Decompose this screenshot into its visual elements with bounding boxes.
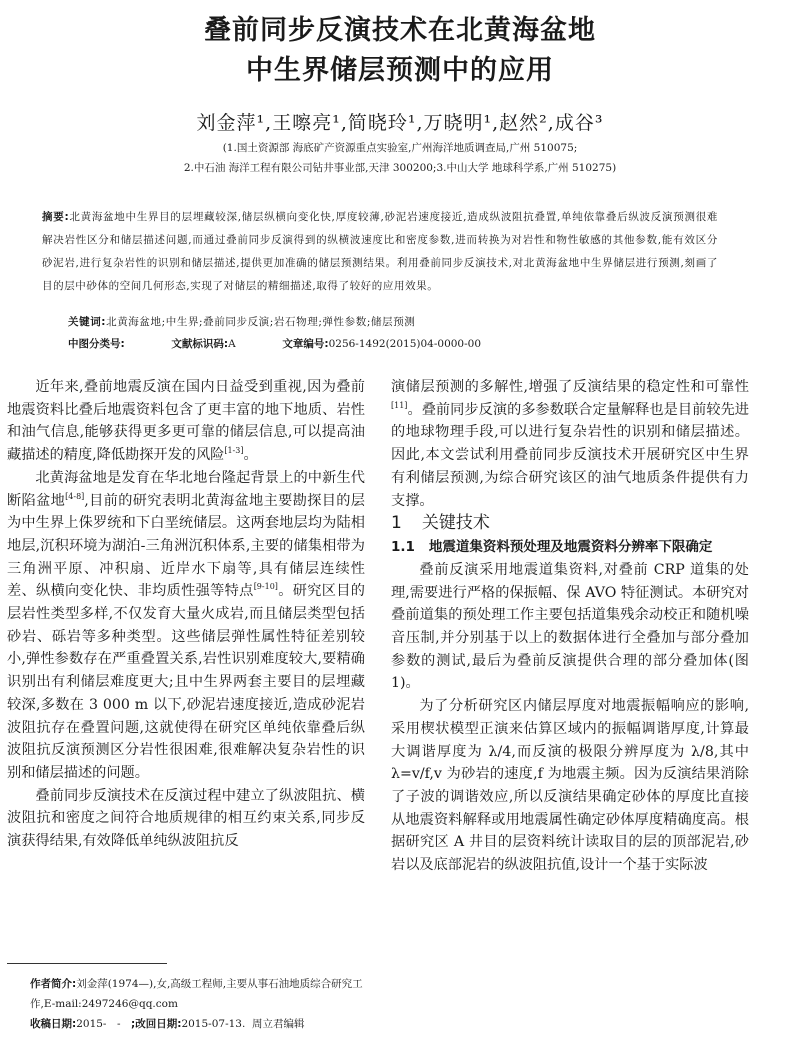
paper-title-line-1: 叠前同步反演技术在北黄海盆地 bbox=[204, 15, 596, 46]
paragraph-text: 演储层预测的多解性,增强了反演结果的稳定性和可靠性 bbox=[391, 379, 749, 395]
affiliation-line-2: 2.中石油 海洋工程有限公司钻井事业部,天津 300200;3.中山大学 地球科学系,广州 510275) bbox=[183, 162, 617, 174]
abstract bbox=[42, 206, 718, 298]
clc-label: 中图分类号: bbox=[68, 338, 125, 350]
subsection-number: 1.1 bbox=[391, 538, 415, 555]
author-footnote bbox=[30, 974, 370, 1014]
subsection-title: 地震道集资料预处理及地震资料分辨率下限确定 bbox=[428, 538, 713, 555]
article-number-label: 文章编号: bbox=[282, 338, 329, 350]
paragraph-text: 。研究区目的层岩性类型多样,不仅发育大量火成岩,而且储层类型包括砂岩、砾岩等多种类型。这些储层弹性属性特征差别较小,弹性参数存在严重叠置关系,岩性识别难度较大,要精确识别出有利储层难度更大;且中生界两套主要目的层埋藏较深,多数在 3 000 m 以下,砂泥岩速度接近,造成砂泥岩波阻抗存在叠置问题,这就使得在研究区单纯依靠叠后纵波阻抗反演预测区分岩性很困难,很难解决复杂岩性的识别和储层描述的问题。 bbox=[7, 583, 365, 781]
author-list: 刘金萍¹,王嚓亮¹,简晓玲¹,万晓明¹,赵然²,成谷³ bbox=[196, 112, 604, 134]
revised-date-label: ;改回日期: bbox=[131, 1018, 182, 1030]
keywords bbox=[68, 314, 415, 329]
author-footnote-text: 刘金萍(1974—),女,高级工程师,主要从事石油地质综合研究工作,E-mail:2497246@qq.com bbox=[30, 978, 363, 1010]
paragraph: 叠前反演采用地震道集资料,对叠前 CRP 道集的处理,需要进行严格的保振幅、保 AVO 特征测试。本研究对叠前道集的预处理工作主要包括道集残余动校正和随机噪音压制,并分别基于以上的数据体进行全叠加与部分叠加参数的测试,最后为叠前反演提供合理的部分叠加体(图 1)。 bbox=[391, 561, 749, 692]
subsection-heading bbox=[391, 535, 749, 559]
revised-date-value: 2015-07-13. bbox=[181, 1018, 246, 1030]
doc-code-label: 文献标识码: bbox=[171, 338, 229, 350]
keywords-text: 北黄海盆地;中生界;叠前同步反演;岩石物理;弹性参数;储层预测 bbox=[106, 316, 416, 328]
classification-line bbox=[68, 336, 748, 351]
section-title: 关键技术 bbox=[421, 513, 490, 534]
section-number: 1 bbox=[391, 513, 402, 534]
paper-title-line-2: 中生界储层预测中的应用 bbox=[246, 55, 554, 86]
footnote-divider bbox=[7, 963, 167, 964]
section-heading bbox=[391, 512, 749, 535]
paragraph-text: 。叠前同步反演的多参数联合定量解释也是目前较先进的地球物理手段,可以进行复杂岩性的识别和储层描述。因此,本文尝试利用叠前同步反演技术开展研究区中生界有利储层预测,为综合研究该区的油气地质条件提供有力支撑。 bbox=[391, 401, 749, 509]
paragraph bbox=[391, 376, 749, 512]
paragraph-text: ,目前的研究表明北黄海盆地主要勘探目的层为中生界上侏罗统和下白垩统储层。这两套地层均为陆相地层,沉积环境为湖泊-三角洲沉积体系,主要的储集相带为三角洲平原、冲积扇、近岸水下扇等,具有储层连续性差、纵横向变化快、非均质性强等特点 bbox=[7, 492, 365, 600]
abstract-label: 摘要: bbox=[42, 211, 70, 223]
keywords-label: 关键词: bbox=[68, 316, 107, 328]
doc-code-value: A bbox=[228, 338, 236, 350]
paragraph: 为了分析研究区内储层厚度对地震振幅响应的影响,采用楔状模型正演来估算区域内的振幅调谐厚度,计算最大调谐厚度为 λ/4,而反演的极限分辨厚度为 λ/8,其中 λ=v/f,v 为砂岩的速度,f 为地震主频。因为反演结果消除了子波的调谐效应,所以反演结果确定砂体的厚度比直接从地震资料解释或用地震属性确定砂体厚度精确度高。根据研究区 A 井目的层资料统计读取目的层的顶部泥岩,砂岩以及底部泥岩的纵波阻抗值,设计一个基于实际波 bbox=[391, 698, 749, 874]
citation: [1-3] bbox=[224, 446, 244, 456]
abstract-text: 北黄海盆地中生界目的层埋藏较深,储层纵横向变化快,厚度较薄,砂泥岩速度接近,造成纵波阻抗叠置,单纯依靠叠后纵波反演预测很难解决岩性区分和储层描述问题,而通过叠前同步反演得到的纵横波速度比和密度参数,进而转换为对岩性和物性敏感的其他参数,能有效区分砂泥岩,进行复杂岩性的识别和储层描述,提供更加准确的储层预测结果。利用叠前同步反演技术,对北黄海盆地中生界储层进行预测,刻画了目的层中砂体的空间几何形态,实现了对储层的精细描述,取得了较好的应用效果。 bbox=[42, 211, 718, 292]
paragraph-text: 。 bbox=[243, 447, 258, 464]
affiliation-line-1: (1.国土资源部 海底矿产资源重点实验室,广州海洋地质调查局,广州 510075; bbox=[222, 142, 578, 154]
body-column-left bbox=[7, 376, 365, 853]
author-footnote-label: 作者简介: bbox=[30, 978, 77, 990]
citation: [4-8] bbox=[65, 491, 85, 501]
paragraph: 叠前同步反演技术在反演过程中建立了纵波阻抗、横波阻抗和密度之间符合地质规律的相互约束关系,同步反演获得结果,有效降低单纯纵波阻抗反 bbox=[7, 787, 365, 850]
date-footnote bbox=[30, 1014, 390, 1034]
citation: [11] bbox=[391, 400, 408, 410]
editor-name: 周立君编辑 bbox=[252, 1018, 305, 1030]
received-date-label: 收稿日期: bbox=[30, 1018, 77, 1030]
paragraph bbox=[7, 467, 365, 785]
article-number-value: 0256-1492(2015)04-0000-00 bbox=[328, 338, 482, 350]
paragraph-text: 北黄海盆地是发育在华北地台隆起背景上的中新生代断陷盆地 bbox=[7, 469, 365, 509]
received-date-value: 2015- - bbox=[76, 1018, 132, 1030]
citation: [9-10] bbox=[253, 582, 278, 592]
paragraph-text: 近年来,叠前地震反演在国内日益受到重视,因为叠前地震资料比叠后地震资料包含了更丰富的地下地质、岩性和油气信息,能够获得更多更可靠的储层信息,可以提高油藏描述的精度,降低勘探开发的风险 bbox=[7, 379, 365, 464]
body-column-right bbox=[391, 376, 749, 877]
paragraph bbox=[7, 376, 365, 467]
